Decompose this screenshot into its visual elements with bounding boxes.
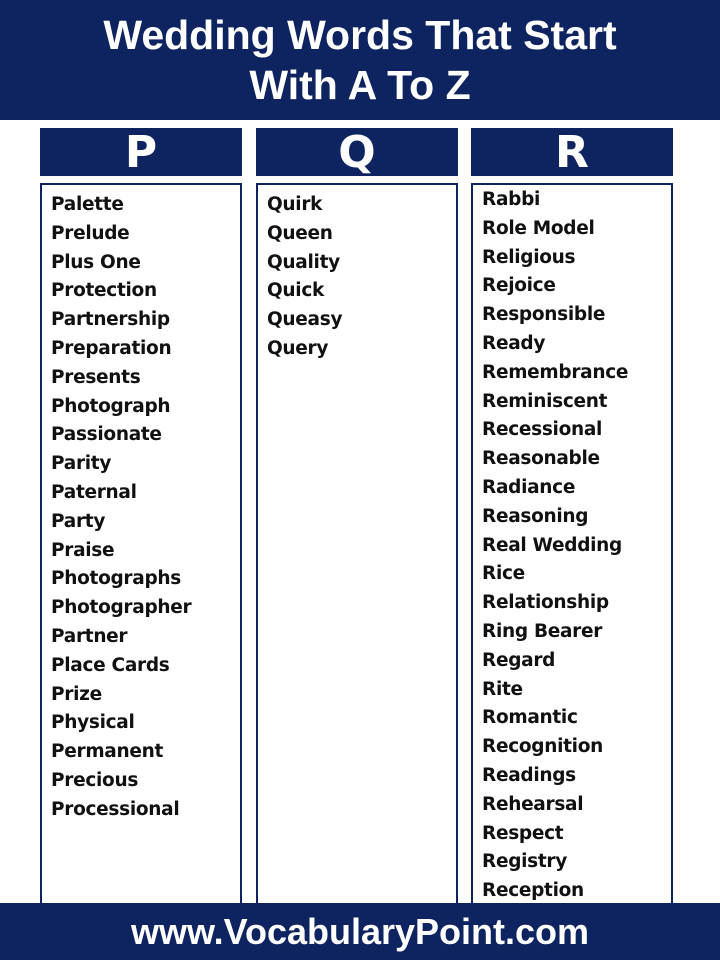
word-item: Party — [51, 510, 106, 532]
word-list-p — [51, 191, 191, 825]
word-item: Praise — [51, 539, 115, 561]
word-item: Reasoning — [482, 505, 589, 527]
word-list-box-p — [40, 183, 242, 911]
word-list-r — [482, 186, 628, 906]
word-item: Relationship — [482, 592, 609, 614]
word-item: Prize — [51, 683, 102, 705]
word-item: Query — [267, 337, 329, 359]
word-item: Rehearsal — [482, 793, 584, 815]
word-item: Plus One — [51, 251, 141, 273]
word-item: Regard — [482, 649, 556, 671]
word-item: Quick — [267, 280, 325, 302]
word-item: Ready — [482, 332, 546, 354]
word-item: Queen — [267, 222, 333, 244]
page-title-line-1: Wedding Words That Start — [103, 12, 617, 58]
word-item: Paternal — [51, 481, 137, 503]
word-item: Reminiscent — [482, 390, 608, 412]
word-item: Rabbi — [482, 189, 541, 210]
word-list-box-q — [256, 183, 458, 911]
word-item: Parity — [51, 453, 112, 475]
column-header-p: P — [40, 128, 242, 176]
word-list-box-r — [471, 183, 673, 911]
word-item: Precious — [51, 769, 139, 791]
word-item: Photographer — [51, 597, 192, 619]
word-item: Radiance — [482, 476, 576, 498]
website-url: www.VocabularyPoint.com — [130, 910, 590, 952]
word-item: Quirk — [267, 194, 323, 215]
word-item: Real Wedding — [482, 534, 622, 556]
word-item: Role Model — [482, 217, 595, 239]
word-item: Processional — [51, 798, 180, 820]
word-item: Respect — [482, 822, 564, 844]
word-item: Passionate — [51, 424, 162, 446]
word-item: Place Cards — [51, 654, 170, 676]
title-banner — [0, 0, 720, 120]
word-item: Responsible — [482, 304, 606, 326]
word-item: Registry — [482, 851, 568, 873]
word-item: Preparation — [51, 337, 172, 359]
word-item: Religious — [482, 246, 576, 268]
word-item: Reception — [482, 880, 584, 902]
word-item: Rice — [482, 563, 525, 585]
word-item: Rejoice — [482, 275, 556, 297]
word-item: Ring Bearer — [482, 620, 603, 642]
word-list-q — [267, 191, 342, 364]
word-item: Partner — [51, 625, 128, 647]
column-header-r: R — [471, 128, 673, 176]
word-item: Permanent — [51, 741, 164, 763]
word-item: Prelude — [51, 222, 130, 244]
word-item: Photograph — [51, 395, 171, 417]
column-header-q: Q — [256, 128, 458, 176]
word-item: Quality — [267, 251, 340, 273]
word-item: Recessional — [482, 419, 603, 441]
word-item: Romantic — [482, 707, 578, 729]
footer-banner — [0, 903, 720, 960]
word-item: Queasy — [267, 309, 343, 331]
word-item: Readings — [482, 764, 576, 786]
word-item: Protection — [51, 280, 157, 302]
word-item: Rite — [482, 678, 523, 700]
word-item: Palette — [51, 194, 124, 215]
word-item: Photographs — [51, 568, 181, 590]
word-item: Reasonable — [482, 448, 600, 470]
word-item: Presents — [51, 366, 141, 388]
word-item: Recognition — [482, 736, 603, 758]
word-item: Remembrance — [482, 361, 629, 383]
word-item: Physical — [51, 712, 135, 734]
page-title-line-2: With A To Z — [249, 62, 471, 108]
word-item: Partnership — [51, 309, 170, 331]
